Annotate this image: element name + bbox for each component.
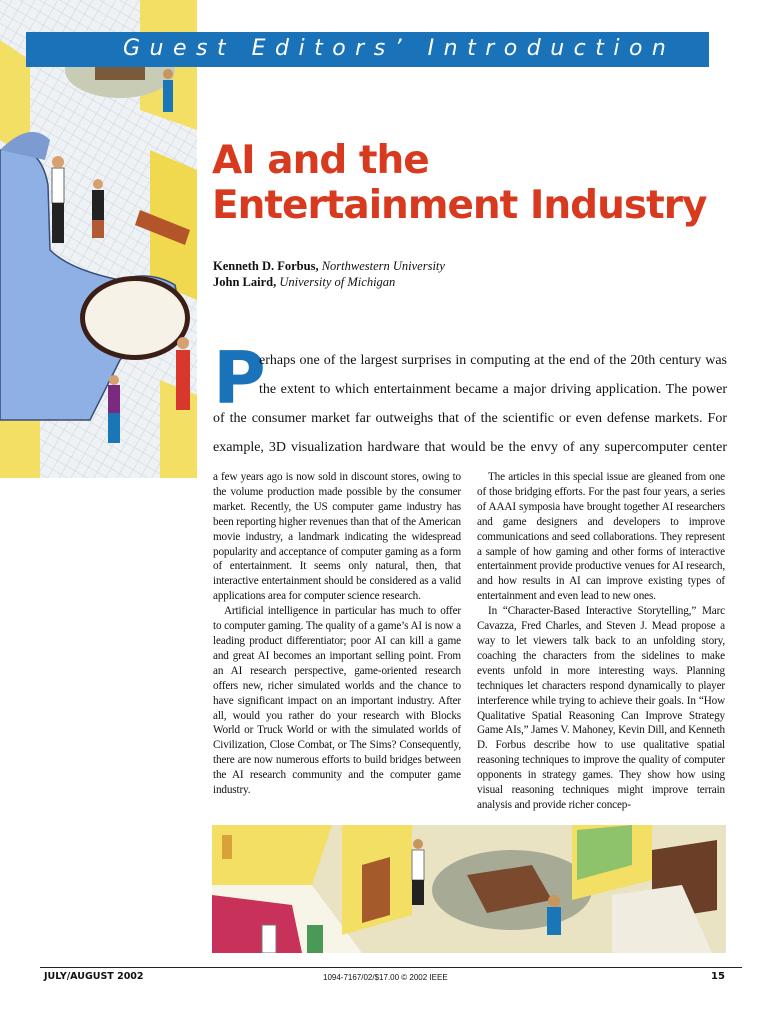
section-banner-label: Guest Editors’ Introduction [123,36,676,61]
author-list [213,258,445,290]
lead-line: example, 3D visualization hardware that would be the envy of any supercomputer center [213,440,727,455]
author-name: John Laird, [213,275,277,289]
article-title-line1: AI and the [212,138,429,183]
room-scene-illustration [212,825,726,953]
page-number: 15 [711,971,725,982]
lead-line: erhaps one of the largest surprises in computing at the end of the 20th century was [259,353,727,368]
copyright-notice: 1094-7167/02/$17.00 © 2002 IEEE [323,973,448,982]
author-entry [213,258,445,274]
office-scene-illustration [0,0,197,478]
body-paragraph: Artificial intelligence in particular has much to offer to computer gaming. The quality of a game’s AI is now a leading product differentiator; poor AI can kill a game and great AI becomes an important selling point. From an AI research perspective, game-oriented research offers new, richer simulated worlds and the chance to have significant impact on an important industry. After all, would you rather do your research with Blocks World or Truck World or with the simulated worlds of Civilization, Close Combat, or The Sims? Consequently, there are now numerous efforts to build bridges between the AI research community and the computer game industry. [213,605,461,797]
author-entry [213,274,445,290]
issue-date: JULY/AUGUST 2002 [44,971,144,982]
lead-paragraph [213,346,727,462]
lead-line: the extent to which entertainment became a major driving application. The power [259,382,727,397]
left-illustration [0,0,197,478]
body-paragraph: The articles in this special issue are gleaned from one of those bridging efforts. For the past four years, a series of AAAI symposia have brought together AI researchers and game designers and developers to improve communications and seed collaborations. They represent a sample of how gaming and other forms of interactive entertainment provide productive venues for AI research, and how results in AI can improve existing types of entertainment and even lead to new ones. [477,471,725,603]
bottom-illustration [212,825,726,953]
author-affiliation: University of Michigan [279,275,396,289]
article-title [212,138,742,228]
body-column-right [477,470,725,813]
lead-line: of the consumer market far outweighs that of the scientific or even defense markets. For [213,411,727,426]
author-name: Kenneth D. Forbus, [213,259,319,273]
author-affiliation: Northwestern University [321,259,445,273]
body-paragraph: In “Character-Based Interactive Storytelling,” Marc Cavazza, Fred Charles, and Steven J. Mead propose a way to let viewers talk back to an unfolding story, coaching the characters from the sidelines to make events unfold in more interesting ways. Planning techniques let characters respond dynamically to player interference while trying to achieve their goals. In “How Qualitative Spatial Reasoning Can Improve Strategy Game AIs,” James V. Mahoney, Kevin Dill, and Kenneth D. Forbus describe how to use qualitative spatial reasoning techniques to improve the quality of computer opponents in strategy games. They show how using visual reasoning techniques might improve terrain analysis and provide richer concep- [477,605,725,811]
article-title-line2: Entertainment Industry [212,183,707,228]
body-column-left [213,470,461,798]
section-banner [26,32,709,67]
body-paragraph: a few years ago is now sold in discount stores, owing to the volume production made possible by the consumer market. Recently, the US computer game industry has been reporting higher revenues than that of the American movie industry, a landmark indicating the widespread popularity and acceptance of computer gaming as a form of entertainment. It seems only natural, then, that interactive entertainment should be considered as a valid applications area for computer science research. [213,471,461,603]
footer-rule [40,967,742,968]
drop-cap: P [213,336,266,420]
